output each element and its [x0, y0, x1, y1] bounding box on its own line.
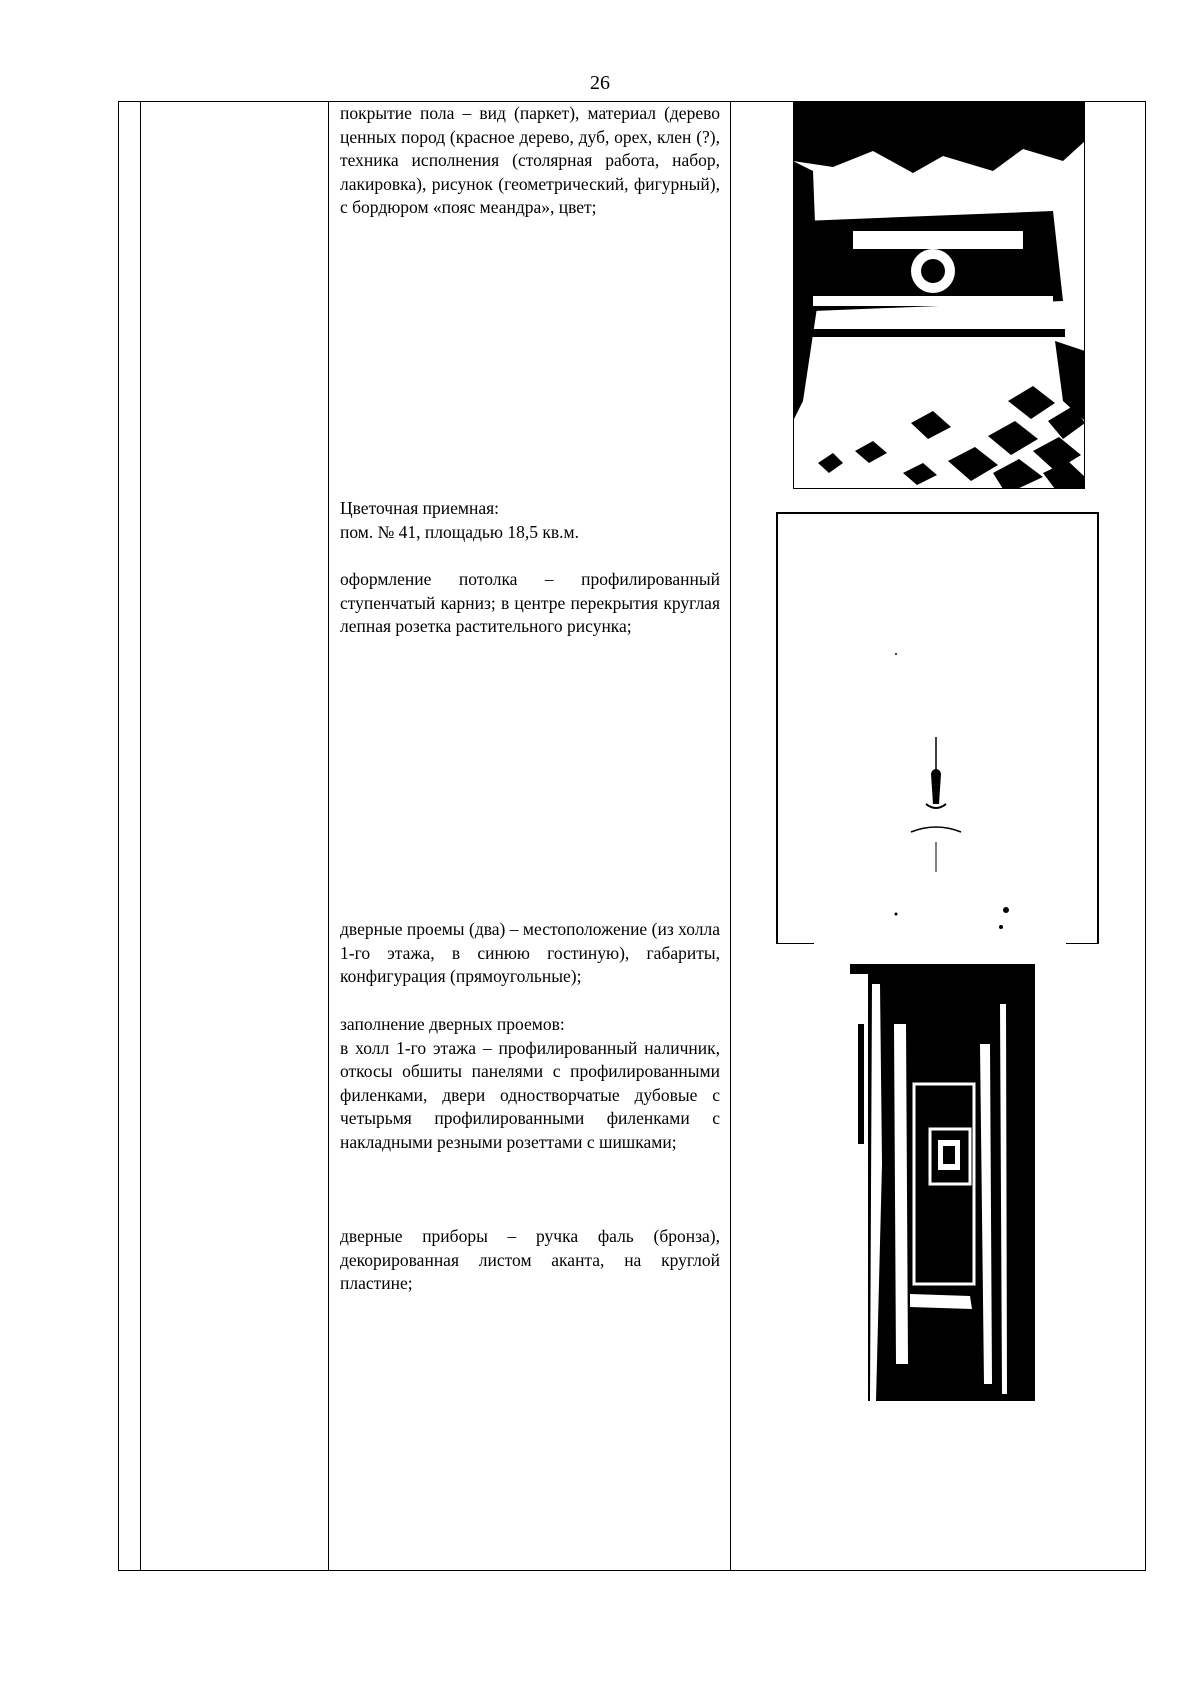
doorway-photo — [850, 964, 1035, 1401]
room-title: Цветочная приемная: — [340, 498, 500, 518]
ceiling-text: оформление потолка – профилированный ступенчатый карниз; в центре перекрытия круглая лепная розетка растительного рисунка; — [340, 569, 720, 636]
column-divider-3 — [730, 101, 731, 1571]
door-filling-title: заполнение дверных проемов: — [340, 1014, 565, 1034]
page-number: 26 — [590, 72, 610, 94]
column-divider-2 — [328, 101, 329, 1571]
floor-parquet-photo — [793, 101, 1085, 489]
door-hardware-text: дверные приборы – ручка фаль (бронза), декорированная листом аканта, на круглой пластине; — [340, 1226, 720, 1293]
floor-covering-text: покрытие пола – вид (паркет), материал (дерево ценных пород (красное дерево, дуб, орех, клен (?), техника исполнения (столярная работа, набор, лакировка), рисунок (геометрический, фигурный), с бордюром «пояс меандра», цвет; — [340, 103, 720, 217]
door-filling-text: в холл 1-го этажа – профилированный наличник, откосы обшиты панелями с профилированными филенками, двери одностворчатые дубовые с четырьмя профилированными филенками с накладными резными розеттами с шишками; — [340, 1037, 720, 1152]
column-divider-1 — [140, 101, 141, 1571]
room-location: пом. № 41, площадью 18,5 кв.м. — [340, 521, 579, 542]
ceiling-rosette-photo — [776, 512, 1099, 944]
doorways-text: дверные проемы (два) – местоположение (из холла 1-го этажа, в синюю гостиную), габариты, конфигурация (прямоугольные); — [340, 919, 720, 986]
